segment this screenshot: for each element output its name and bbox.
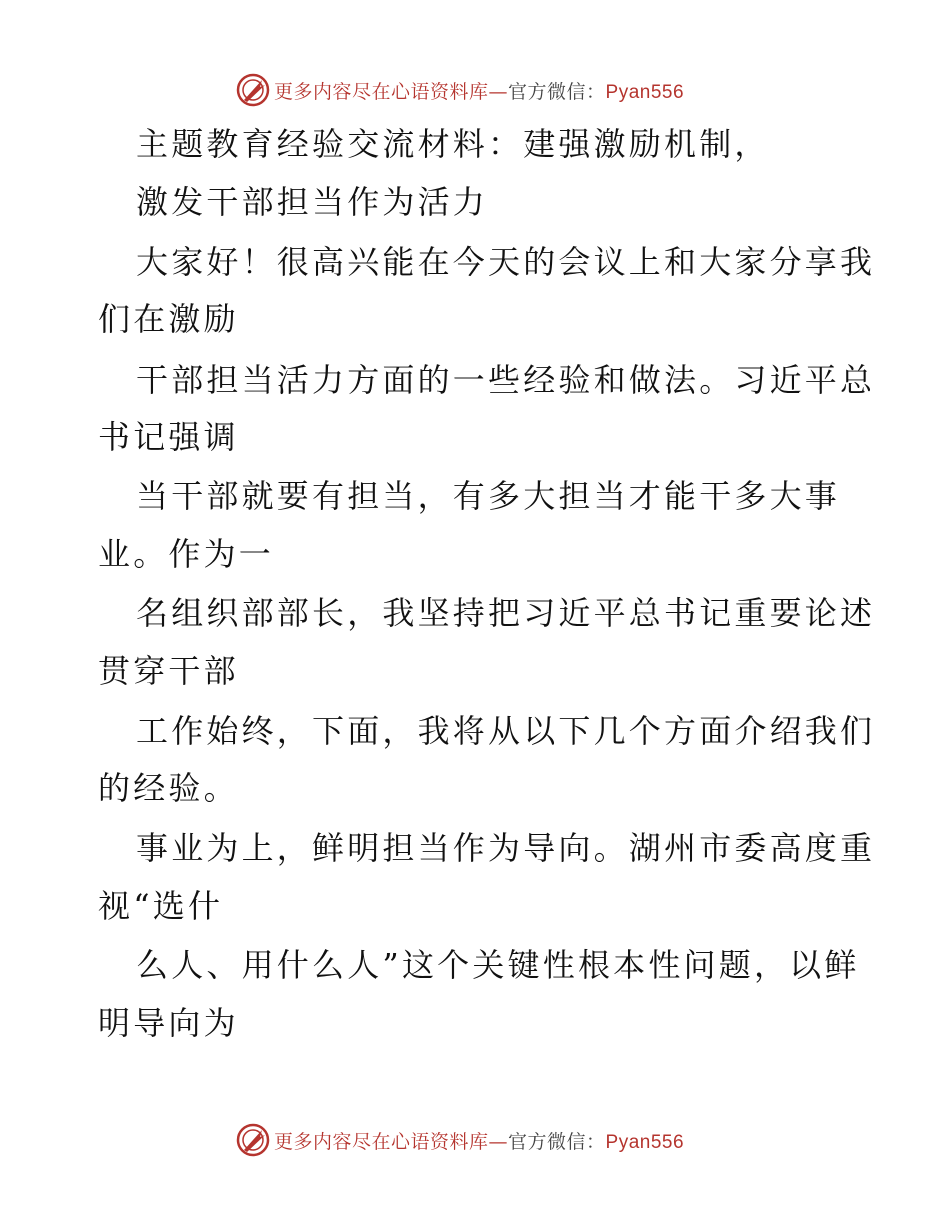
- footer-site-text: 更多内容尽在心语资料库: [274, 1130, 489, 1153]
- paragraph-line: 干部担当活力方面的一些经验和做法。习近平总: [136, 361, 876, 399]
- header-dash: —: [488, 80, 509, 103]
- paragraph-line: 贯穿干部: [98, 652, 239, 690]
- header-banner: [274, 77, 684, 104]
- footer-wechat-handle: Pyan556: [605, 1131, 685, 1153]
- header-official-label: 官方微信：: [508, 80, 606, 103]
- footer-banner: [274, 1127, 684, 1154]
- title-line-2: 激发干部担当作为活力: [136, 183, 489, 221]
- paragraph-line: 业。作为一: [98, 535, 275, 573]
- title-line-1: 主题教育经验交流材料：建强激励机制，: [136, 125, 770, 163]
- quill-logo-icon: [236, 1123, 270, 1157]
- paragraph-line: 么人、用什么人”这个关键性根本性问题，以鲜: [136, 946, 860, 984]
- paragraph-line: 们在激励: [98, 300, 239, 338]
- paragraph-line: 明导向为: [98, 1004, 239, 1042]
- paragraph-line: 大家好！很高兴能在今天的会议上和大家分享我: [136, 243, 876, 281]
- paragraph-line: 工作始终，下面，我将从以下几个方面介绍我们: [136, 712, 876, 750]
- page-header: [236, 72, 684, 108]
- paragraph-line: 名组织部部长，我坚持把习近平总书记重要论述: [136, 594, 876, 632]
- footer-official-label: 官方微信：: [508, 1130, 606, 1153]
- paragraph-line: 视“选什: [98, 887, 224, 925]
- page-footer: [236, 1122, 684, 1158]
- paragraph-line: 的经验。: [98, 769, 239, 807]
- footer-dash: —: [488, 1130, 509, 1153]
- paragraph-line: 事业为上，鲜明担当作为导向。湖州市委高度重: [136, 829, 876, 867]
- paragraph-line: 当干部就要有担当，有多大担当才能干多大事: [136, 477, 841, 515]
- header-site-text: 更多内容尽在心语资料库: [274, 80, 489, 103]
- quill-logo-icon: [236, 73, 270, 107]
- header-wechat-handle: Pyan556: [605, 81, 685, 103]
- paragraph-line: 书记强调: [98, 418, 239, 456]
